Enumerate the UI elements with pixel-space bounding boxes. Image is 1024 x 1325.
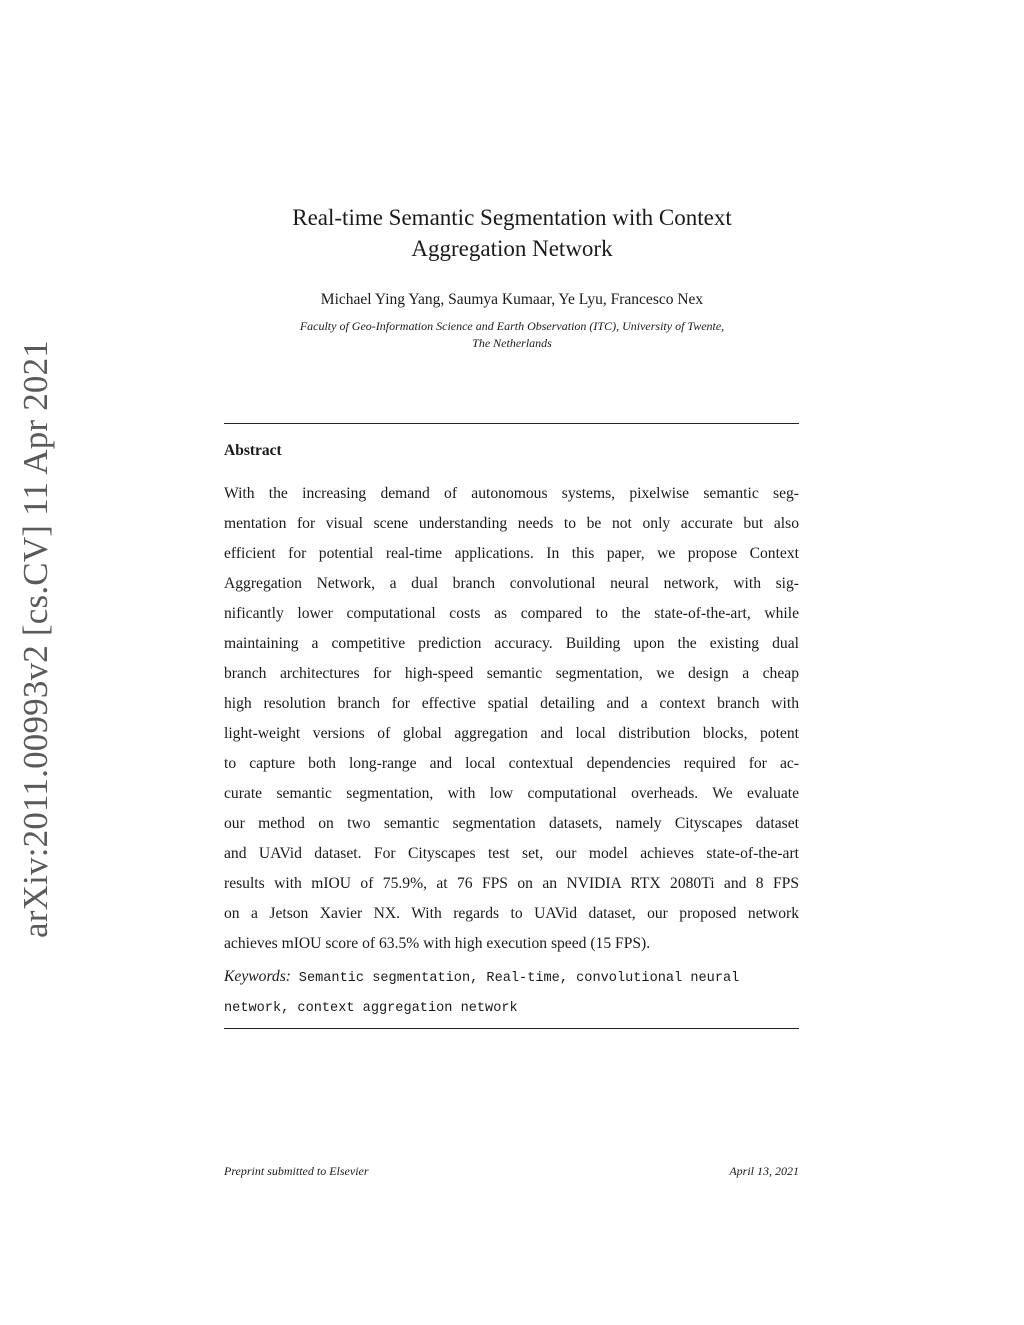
preprint-date: April 13, 2021 (729, 1164, 799, 1178)
author-list: Michael Ying Yang, Saumya Kumaar, Ye Lyu, Francesco Nex (320, 291, 704, 308)
abstract-heading: Abstract (224, 442, 282, 459)
preprint-note: Preprint submitted to Elsevier (224, 1164, 369, 1178)
abstract-line: and UAVid dataset. For Cityscapes test set, our model achieves state-of-the-art (224, 845, 799, 862)
abstract-line: nificantly lower computational costs as compared to the state-of-the-art, while (224, 605, 799, 622)
abstract-line: results with mIOU of 75.9%, at 76 FPS on an NVIDIA RTX 2080Ti and 8 FPS (224, 875, 799, 892)
keywords-text: Semantic segmentation, Real-time, convolutional neural (298, 971, 740, 986)
abstract-line: Aggregation Network, a dual branch convolutional neural network, with sig- (224, 575, 799, 592)
keywords-line-2 (224, 992, 799, 1022)
abstract-line: With the increasing demand of autonomous systems, pixelwise semantic seg- (224, 485, 799, 502)
keywords-text: network, context aggregation network (224, 1001, 518, 1016)
affiliation (200, 318, 824, 352)
keywords (224, 962, 799, 1022)
abstract-line: branch architectures for high-speed semantic segmentation, we design a cheap (224, 665, 799, 682)
keywords-line-1 (224, 962, 799, 992)
abstract-line: our method on two semantic segmentation datasets, namely Cityscapes dataset (224, 815, 799, 832)
abstract-top-rule (224, 423, 799, 424)
abstract-bottom-rule (224, 1028, 799, 1029)
abstract-line: high resolution branch for effective spatial detailing and a context branch with (224, 695, 799, 712)
arxiv-identifier: arXiv:2011.00993v2 [cs.CV] 11 Apr 2021 (16, 339, 55, 938)
title-line-1: Real-time Semantic Segmentation with Context (292, 205, 732, 230)
abstract-line: on a Jetson Xavier NX. With regards to UAVid dataset, our proposed network (224, 905, 799, 922)
abstract-line: light-weight versions of global aggregation and local distribution blocks, potent (224, 725, 799, 742)
keywords-label: Keywords: (224, 968, 291, 985)
abstract-line: maintaining a competitive prediction accuracy. Building upon the existing dual (224, 635, 799, 652)
abstract-line: efficient for potential real-time applications. In this paper, we propose Context (224, 545, 799, 562)
affiliation-line-2: The Netherlands (472, 336, 552, 350)
abstract-line: achieves mIOU score of 63.5% with high execution speed (15 FPS). (224, 935, 651, 952)
title-line-2: Aggregation Network (411, 236, 613, 261)
abstract-line: mentation for visual scene understanding needs to be not only accurate but also (224, 515, 799, 532)
abstract-line: curate semantic segmentation, with low computational overheads. We evaluate (224, 785, 799, 802)
affiliation-line-1: Faculty of Geo-Information Science and Earth Observation (ITC), University of Twente, (299, 319, 725, 333)
abstract-body (224, 479, 799, 959)
abstract-line: to capture both long-range and local contextual dependencies required for ac- (224, 755, 799, 772)
paper-title (200, 202, 824, 264)
